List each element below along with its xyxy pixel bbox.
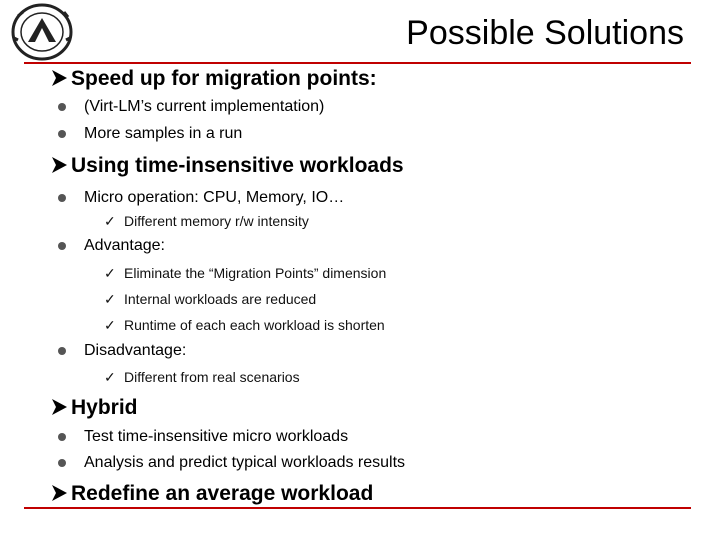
arrow-bullet-icon	[50, 69, 68, 87]
title-underline-rule	[24, 62, 691, 64]
dot-bullet-icon	[58, 242, 66, 250]
dot-bullet-icon	[58, 347, 66, 355]
bullet-text: Redefine an average workload	[71, 482, 374, 505]
check-icon: ✓	[104, 291, 116, 307]
arrow-bullet-icon	[50, 398, 68, 416]
bullet-text: Speed up for migration points:	[71, 67, 377, 90]
dot-bullet-icon	[58, 194, 66, 202]
arrow-bullet-icon	[50, 156, 68, 174]
sub-bullet-text: Test time-insensitive micro workloads	[84, 428, 349, 445]
check-item-text: Different from real scenarios	[124, 369, 300, 385]
check-item-text: Runtime of each each workload is shorten	[124, 317, 385, 333]
bullet-text: Hybrid	[71, 396, 138, 419]
bullet-text: Using time-insensitive workloads	[71, 154, 404, 177]
sub-bullet-text: Micro operation: CPU, Memory, IO…	[84, 189, 345, 206]
check-icon: ✓	[104, 213, 116, 229]
bottom-rule	[24, 507, 691, 509]
check-icon: ✓	[104, 317, 116, 333]
check-icon: ✓	[104, 369, 116, 385]
sub-bullet-text: (Virt-LM’s current implementation)	[84, 98, 325, 115]
check-item-text: Eliminate the “Migration Points” dimension	[124, 265, 387, 281]
dot-bullet-icon	[58, 459, 66, 467]
dot-bullet-icon	[58, 433, 66, 441]
slide-title: Possible Solutions	[406, 14, 684, 52]
sub-bullet-text: Disadvantage:	[84, 342, 187, 359]
sub-bullet-text: Analysis and predict typical workloads results	[84, 454, 406, 471]
dot-bullet-icon	[58, 130, 66, 138]
check-icon: ✓	[104, 265, 116, 281]
dot-bullet-icon	[58, 103, 66, 111]
arrow-bullet-icon	[50, 484, 68, 502]
sub-bullet-text: More samples in a run	[84, 125, 243, 142]
sub-bullet-text: Advantage:	[84, 237, 165, 254]
check-item-text: Internal workloads are reduced	[124, 291, 317, 307]
check-item-text: Different memory r/w intensity	[124, 213, 309, 229]
university-seal-logo	[8, 2, 76, 62]
